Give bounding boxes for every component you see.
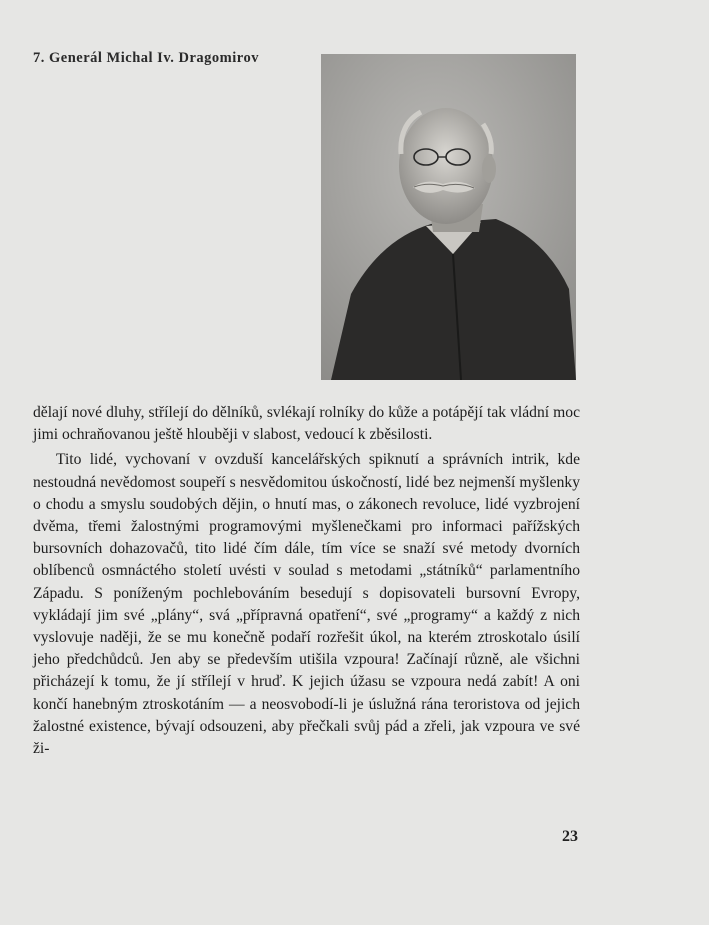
portrait-photo (321, 54, 576, 380)
page-number: 23 (562, 828, 578, 845)
body-text (33, 402, 580, 760)
paragraph-continuation: dělají nové dluhy, střílejí do dělníků, svlékají rolníky do kůže a potápějí tak vládní moc jimi ochraňovanou ještě hlouběji v slabost, vedoucí k zběsilosti. (33, 404, 580, 444)
figure-caption: 7. Generál Michal Iv. Dragomirov (33, 50, 259, 66)
paragraph: Tito lidé, vychovaní v ovzduší kancelářských spiknutí a správních intrik, kde nestoudná nevědomost soupeří s nesvědomitou úskočností, lidé bez nejmenší myšlenky o chodu a smyslu soudobých dějin, o hnutí mas, o zákonech revoluce, lidé vyzbrojení dvěma, třemi žalostnými programovými myšlenečkami pro informaci pařížských bursovních dohazovačů, tito lidé čím dále, tím více se snaží své metody dvorních oblíbenců osmnáctého století uvésti v soulad s metodami „státníků“ parlamentního Západu. S poníženým pochlebováním besedují s dopisovateli bursovní Evropy, vykládají jim své „plány“, svá „přípravná opatření“, své „programy“ a každý z nich vyslovuje naději, že se mu konečně podaří rozřešit úkol, na kterém ztroskotalo úsilí jeho předchůdců. Jen aby se především utišila vzpoura! Začínají různě, ale všichni přicházejí k tomu, že jí střílejí v hruď. K jejich úžasu se vzpoura nedá zabít! A oni končí hanebným ztroskotáním — a neosvobodí-li je úslužná rána teroristova od jejich žalostné existence, bývají odsouzeni, aby přečkali svůj pád a zřeli, jak vzpoura ve své ži- (33, 451, 580, 758)
